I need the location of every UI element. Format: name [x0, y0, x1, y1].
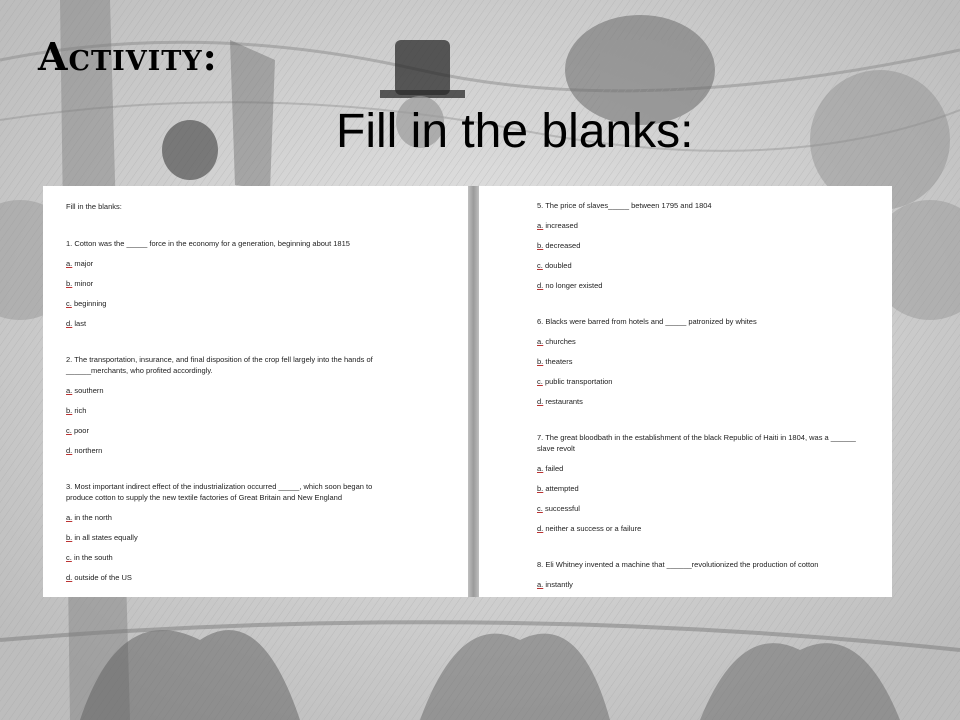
- option-letter: a.: [66, 513, 73, 522]
- option-text: public transportation: [544, 377, 613, 386]
- option-text: instantly: [545, 580, 573, 589]
- option-letter: c.: [537, 261, 543, 270]
- option-letter: a.: [537, 337, 544, 346]
- option-text: in the south: [73, 553, 113, 562]
- option-letter: b.: [66, 533, 73, 542]
- option-letter: c.: [537, 504, 543, 513]
- slide-subtitle: Fill in the blanks:: [336, 105, 694, 158]
- option-letter: c.: [66, 426, 72, 435]
- option-letter: d.: [537, 397, 544, 406]
- option-letter: c.: [66, 299, 72, 308]
- option-letter: a.: [66, 259, 73, 268]
- answer-option: [66, 445, 102, 456]
- answer-option: [537, 523, 641, 534]
- option-text: increased: [545, 221, 578, 230]
- option-text: beginning: [73, 299, 107, 308]
- worksheet-left-page: [66, 186, 466, 597]
- answer-option: [537, 503, 580, 514]
- option-text: in the north: [74, 513, 112, 522]
- answer-option: [537, 260, 572, 271]
- option-letter: d.: [66, 319, 73, 328]
- answer-option: [66, 532, 138, 543]
- answer-option: [66, 258, 93, 269]
- option-text: theaters: [545, 357, 573, 366]
- option-text: southern: [74, 386, 104, 395]
- answer-option: [537, 240, 580, 251]
- worksheet-title: Fill in the blanks:: [66, 202, 122, 211]
- option-letter: a.: [537, 464, 544, 473]
- option-text: major: [74, 259, 94, 268]
- answer-option: [66, 318, 86, 329]
- option-letter: b.: [537, 484, 544, 493]
- option-letter: a.: [537, 221, 544, 230]
- worksheet-right-page: [537, 186, 882, 597]
- answer-option: [66, 552, 113, 563]
- answer-option: [537, 483, 579, 494]
- option-text: poor: [73, 426, 89, 435]
- option-text: rich: [74, 406, 87, 415]
- answer-option: [66, 572, 132, 583]
- answer-option: [537, 396, 583, 407]
- option-letter: c.: [66, 553, 72, 562]
- option-text: northern: [74, 446, 103, 455]
- option-letter: a.: [537, 580, 544, 589]
- option-text: attempted: [545, 484, 579, 493]
- option-letter: b.: [537, 357, 544, 366]
- option-text: last: [74, 319, 87, 328]
- question-text: 8. Eli Whitney invented a machine that ______revolutionized the production of cotton: [537, 560, 819, 569]
- answer-option: [537, 579, 573, 590]
- question-text: 6. Blacks were barred from hotels and _____ patronized by whites: [537, 317, 757, 326]
- slide-heading: Activity:: [38, 34, 218, 79]
- answer-option: [537, 220, 578, 231]
- option-text: neither a success or a failure: [545, 524, 642, 533]
- option-text: failed: [545, 464, 564, 473]
- option-text: restaurants: [545, 397, 583, 406]
- worksheet-image: [43, 186, 892, 597]
- answer-option: [66, 298, 106, 309]
- option-text: outside of the US: [74, 573, 132, 582]
- answer-option: [537, 336, 576, 347]
- option-letter: a.: [66, 386, 73, 395]
- option-text: successful: [544, 504, 580, 513]
- answer-option: [66, 425, 89, 436]
- option-text: churches: [545, 337, 576, 346]
- option-text: decreased: [545, 241, 581, 250]
- answer-option: [66, 512, 112, 523]
- answer-option: [537, 356, 572, 367]
- question-text: 3. Most important indirect effect of the industrialization occurred _____, which soon began to produce cotton to supply the new textile factories of Great Britain and New England: [66, 482, 373, 502]
- answer-option: [66, 385, 104, 396]
- answer-option: [537, 463, 563, 474]
- page-divider: [468, 186, 479, 597]
- option-letter: b.: [66, 406, 73, 415]
- option-letter: d.: [537, 281, 544, 290]
- option-letter: d.: [66, 573, 73, 582]
- answer-option: [537, 376, 612, 387]
- option-letter: d.: [66, 446, 73, 455]
- answer-option: [66, 278, 93, 289]
- question-text: 2. The transportation, insurance, and final disposition of the crop fell largely into the hands of ______merchants, who profited accordingly.: [66, 355, 373, 375]
- answer-option: [537, 280, 602, 291]
- option-letter: b.: [537, 241, 544, 250]
- question-text: 5. The price of slaves_____ between 1795 and 1804: [537, 201, 712, 210]
- answer-option: [66, 405, 86, 416]
- option-letter: d.: [537, 524, 544, 533]
- question-text: 1. Cotton was the _____ force in the economy for a generation, beginning about 1815: [66, 239, 350, 248]
- question-text: 7. The great bloodbath in the establishment of the black Republic of Haiti in 1804, was a ______ slave revolt: [537, 433, 856, 453]
- option-text: doubled: [544, 261, 572, 270]
- option-text: no longer existed: [545, 281, 603, 290]
- option-text: in all states equally: [74, 533, 138, 542]
- option-letter: b.: [66, 279, 73, 288]
- option-letter: c.: [537, 377, 543, 386]
- option-text: minor: [74, 279, 94, 288]
